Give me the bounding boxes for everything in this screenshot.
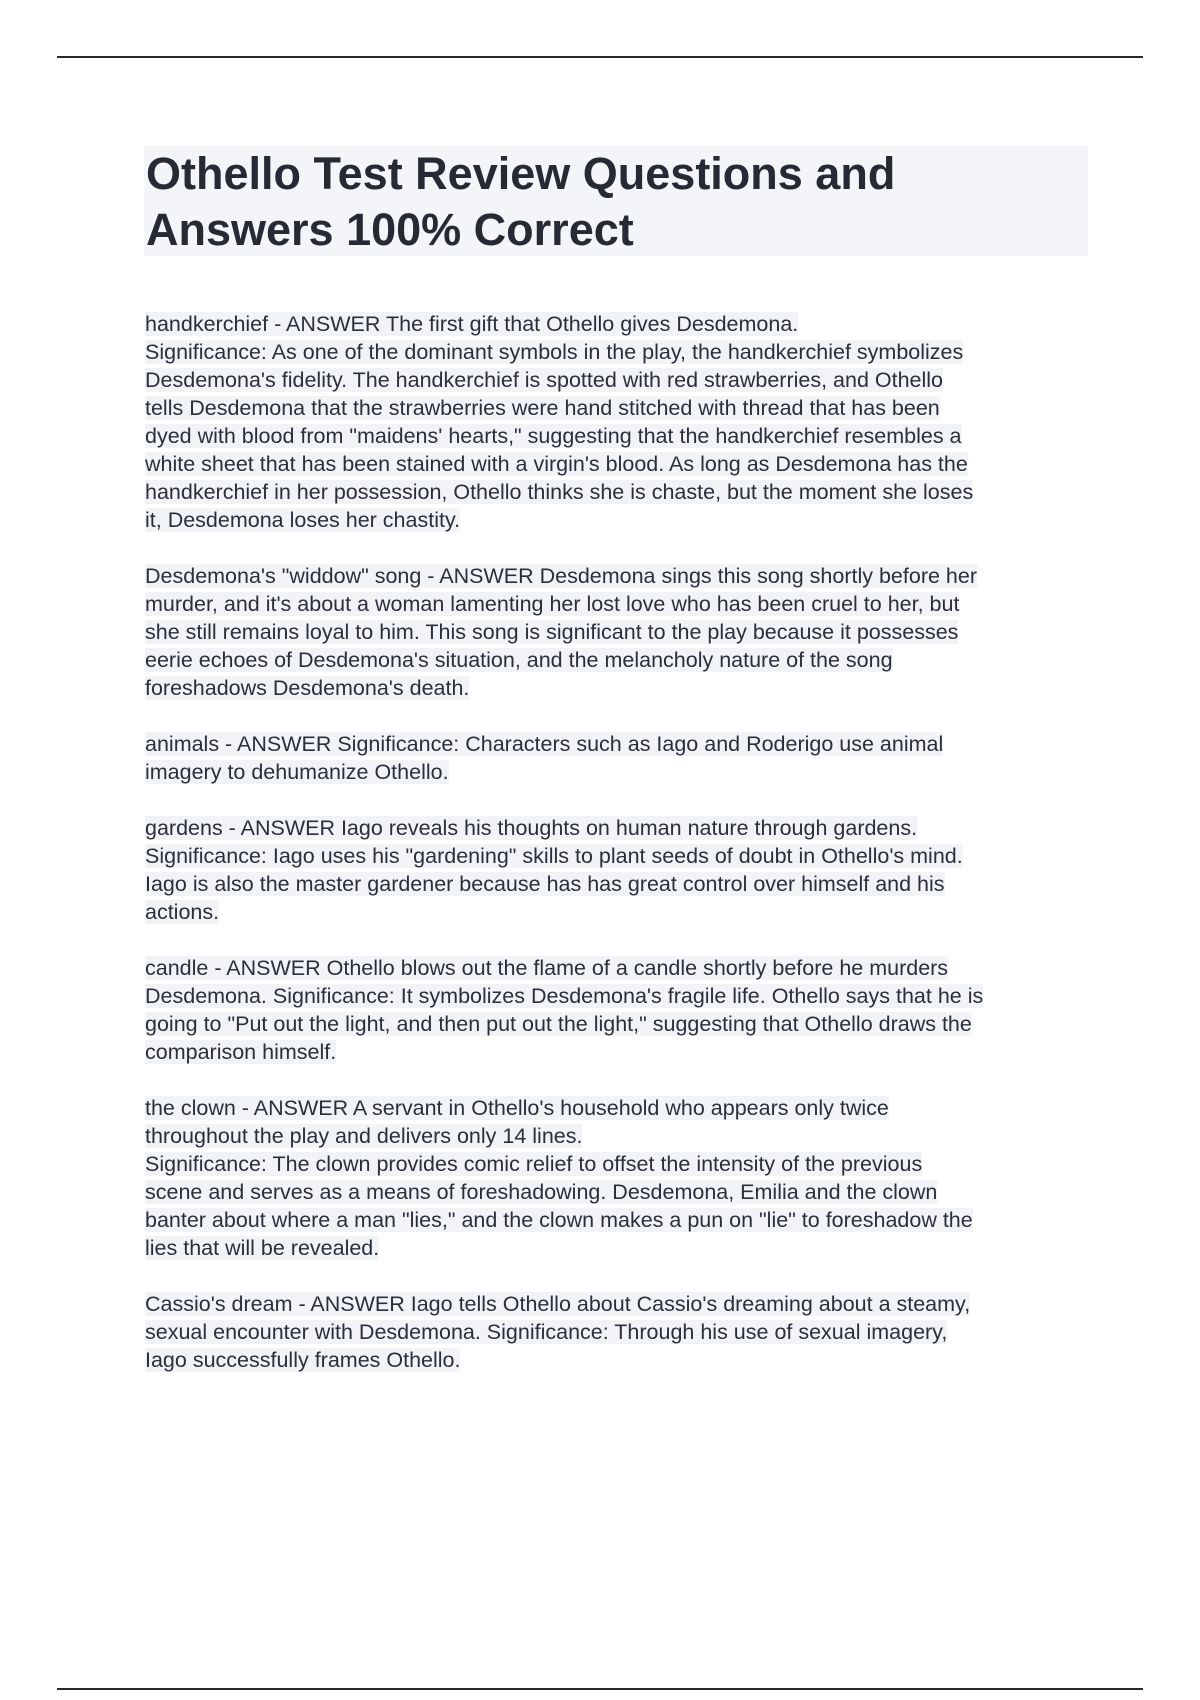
qa-entry-text: tells Desdemona that the strawberries were hand stitched with thread that has been <box>145 396 940 420</box>
qa-entry-text: throughout the play and delivers only 14 lines. <box>145 1124 583 1148</box>
qa-entry-text: lies that will be revealed. <box>145 1236 380 1260</box>
qa-entry-text: Iago successfully frames Othello. <box>145 1348 461 1372</box>
qa-entry-text: Significance: As one of the dominant symbols in the play, the handkerchief symbolizes <box>145 340 964 364</box>
title-line: Othello Test Review Questions and <box>146 148 896 199</box>
qa-entry-line <box>145 338 1095 366</box>
title-line: Answers 100% Correct <box>146 204 634 255</box>
qa-entry-line <box>145 1234 1095 1262</box>
qa-entry-line <box>145 982 1095 1010</box>
qa-entry-line <box>145 1178 1095 1206</box>
qa-entry-text: banter about where a man "lies," and the clown makes a pun on "lie" to foreshadow the <box>145 1208 973 1232</box>
qa-entry-text: it, Desdemona loses her chastity. <box>145 508 461 532</box>
qa-entry-line <box>145 366 1095 394</box>
qa-entry-line <box>145 590 1095 618</box>
qa-entry-line <box>145 310 1095 338</box>
qa-entry-text: the clown - ANSWER A servant in Othello's household who appears only twice <box>145 1096 889 1120</box>
qa-entry-text: actions. <box>145 900 220 924</box>
qa-entry-line <box>145 1150 1095 1178</box>
qa-entry-text: candle - ANSWER Othello blows out the flame of a candle shortly before he murders <box>145 956 949 980</box>
qa-entry-line <box>145 1346 1095 1374</box>
qa-entry-line <box>145 870 1095 898</box>
qa-entry <box>145 954 1095 1066</box>
qa-entry-line <box>145 422 1095 450</box>
qa-entry-text: sexual encounter with Desdemona. Significance: Through his use of sexual imagery, <box>145 1320 948 1344</box>
page-bottom-rule <box>57 1688 1143 1690</box>
qa-entry-line <box>145 1038 1095 1066</box>
qa-entry-text: going to "Put out the light, and then put out the light," suggesting that Othello draws the <box>145 1012 972 1036</box>
qa-entry-text: Cassio's dream - ANSWER Iago tells Othello about Cassio's dreaming about a steamy, <box>145 1292 971 1316</box>
qa-entry-text: she still remains loyal to him. This song is significant to the play because it possesses <box>145 620 959 644</box>
qa-entry-list <box>145 310 1095 1402</box>
qa-entry <box>145 310 1095 534</box>
qa-entry-line <box>145 618 1095 646</box>
qa-entry-line <box>145 450 1095 478</box>
qa-entry <box>145 1290 1095 1374</box>
qa-entry-line <box>145 394 1095 422</box>
qa-entry-text: imagery to dehumanize Othello. <box>145 760 449 784</box>
qa-entry-line <box>145 730 1095 758</box>
qa-entry-text: white sheet that has been stained with a virgin's blood. As long as Desdemona has the <box>145 452 968 476</box>
qa-entry-text: murder, and it's about a woman lamenting her lost love who has been cruel to her, but <box>145 592 960 616</box>
qa-entry-text: eerie echoes of Desdemona's situation, and the melancholy nature of the song <box>145 648 893 672</box>
qa-entry-text: gardens - ANSWER Iago reveals his thoughts on human nature through gardens. <box>145 816 918 840</box>
qa-entry <box>145 562 1095 702</box>
qa-entry-text: animals - ANSWER Significance: Characters such as Iago and Roderigo use animal <box>145 732 944 756</box>
qa-entry-text: Desdemona's "widdow" song - ANSWER Desdemona sings this song shortly before her <box>145 564 977 588</box>
qa-entry-text: Desdemona's fidelity. The handkerchief is spotted with red strawberries, and Othello <box>145 368 944 392</box>
qa-entry-line <box>145 954 1095 982</box>
page-title <box>144 146 1088 258</box>
qa-entry-line <box>145 1094 1095 1122</box>
qa-entry-line <box>145 674 1095 702</box>
qa-entry-line <box>145 1318 1095 1346</box>
qa-entry-line <box>145 1010 1095 1038</box>
qa-entry <box>145 814 1095 926</box>
qa-entry <box>145 1094 1095 1262</box>
qa-entry-line <box>145 562 1095 590</box>
page-top-rule <box>57 56 1143 58</box>
qa-entry <box>145 730 1095 786</box>
qa-entry-line <box>145 898 1095 926</box>
qa-entry-line <box>145 1206 1095 1234</box>
qa-entry-line <box>145 646 1095 674</box>
qa-entry-line <box>145 1122 1095 1150</box>
qa-entry-text: Desdemona. Significance: It symbolizes Desdemona's fragile life. Othello says that he is <box>145 984 984 1008</box>
qa-entry-text: foreshadows Desdemona's death. <box>145 676 470 700</box>
qa-entry-text: handkerchief - ANSWER The first gift that Othello gives Desdemona. <box>145 312 799 336</box>
qa-entry-text: handkerchief in her possession, Othello thinks she is chaste, but the moment she loses <box>145 480 974 504</box>
qa-entry-text: Significance: Iago uses his "gardening" skills to plant seeds of doubt in Othello's mind. <box>145 844 963 868</box>
qa-entry-text: Iago is also the master gardener because has has great control over himself and his <box>145 872 945 896</box>
qa-entry-line <box>145 1290 1095 1318</box>
qa-entry-line <box>145 758 1095 786</box>
qa-entry-text: dyed with blood from "maidens' hearts," suggesting that the handkerchief resembles a <box>145 424 962 448</box>
qa-entry-text: comparison himself. <box>145 1040 337 1064</box>
qa-entry-line <box>145 842 1095 870</box>
qa-entry-line <box>145 814 1095 842</box>
qa-entry-text: scene and serves as a means of foreshadowing. Desdemona, Emilia and the clown <box>145 1180 938 1204</box>
qa-entry-text: Significance: The clown provides comic relief to offset the intensity of the previous <box>145 1152 923 1176</box>
title-block <box>144 146 1088 256</box>
qa-entry-line <box>145 506 1095 534</box>
qa-entry-line <box>145 478 1095 506</box>
